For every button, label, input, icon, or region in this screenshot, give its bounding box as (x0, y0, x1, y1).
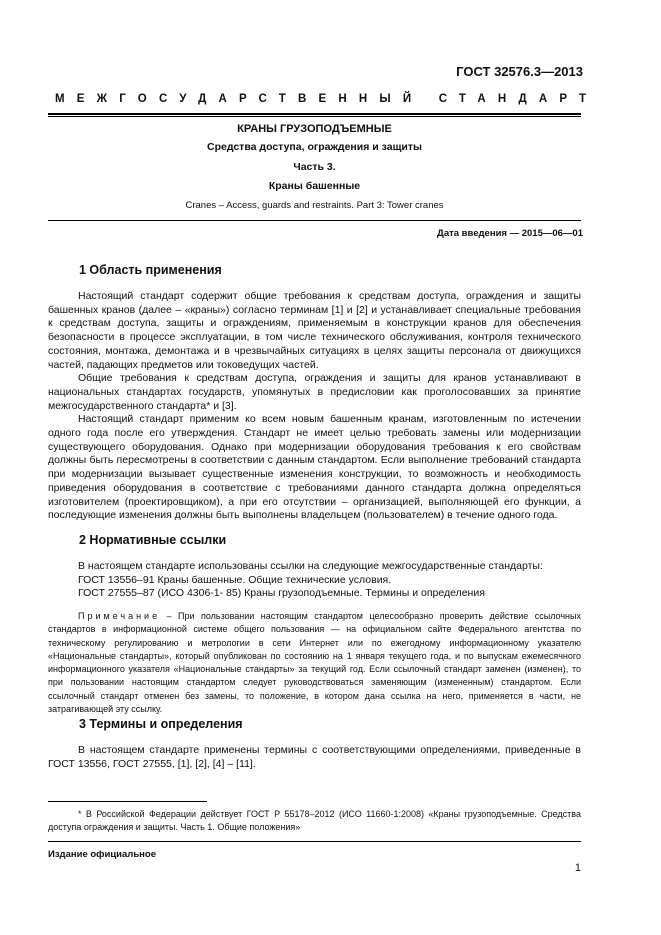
footnote-text: * В Российской Федерации действует ГОСТ Р 55178–2012 (ИСО 11660-1:2008) «Краны грузоподъемные. Средства доступа ограждения и защиты. Часть 1. Общие положения» (48, 809, 581, 833)
page-number: 1 (574, 862, 581, 874)
title-part: Часть 3. (293, 161, 336, 173)
title-english: Cranes – Access, guards and restraints. Part 3: Tower cranes (185, 200, 444, 211)
footnote-rule (48, 801, 207, 802)
footnote (48, 808, 581, 835)
title-rule (48, 220, 581, 221)
section-terms-body (48, 744, 581, 771)
section-references-body (48, 560, 581, 601)
paragraph: Настоящий стандарт применим ко всем новым башенным кранам, изготовленным по истечении одного года после его утверждения. Стандарт не имеет целью требовать замены или модернизации существующего оборудования. Однако при модернизации оборудования требования к его свойствам должны быть пересмотрены в соответствии с данным стандартом. Если выполнение требований стандарта при модернизации вызывает существенные изменения конструкции, то возможность и необходимость приведения оборудования в соответствие с требованиями данного стандарта должна определяться изготовителем (проектировщиком), а при его отсутствии – организацией, выполняющей его функции, а последующие изменения должны быть выполнены владельцем (пользователем) в течение одного года. (48, 413, 581, 522)
section-scope-body (48, 290, 581, 523)
title-subtitle: Средства доступа, ограждения и защиты (206, 141, 422, 153)
interstate-standard-banner: МЕЖГОСУДАРСТВЕННЫЙ СТАНДАРТ (55, 93, 599, 105)
section-heading-scope: 1 Область применения (79, 263, 222, 277)
document-number: ГОСТ 32576.3—2013 (456, 64, 583, 79)
reference-item: ГОСТ 27555–87 (ИСО 4306-1- 85) Краны грузоподъемные. Термины и определения (78, 587, 485, 600)
header-rule-thick (48, 113, 581, 115)
paragraph: Общие требования к средствам доступа, ограждения и защиты для кранов устанавливают в национальных стандартах государств, упомянутых в предисловии как проголосовавших за принятие межгосударственного стандарта* и [3]. (48, 372, 581, 412)
references-note (48, 610, 581, 716)
paragraph: В настоящем стандарте использованы ссылки на следующие межгосударственные стандарты: (78, 560, 543, 572)
introduction-date: Дата введения — 2015—06—01 (437, 228, 583, 239)
section-heading-references: 2 Нормативные ссылки (79, 533, 227, 547)
note-text: – При пользовании настоящим стандартом целесообразно проверить действие ссылочных стандартов в информационной системе общего пользования — на официальном сайте Федерального агентства по техническому регулированию и метрологии в сети Интернет или по ежегодному информационному указателю «Национальные стандарты», который опубликован по состоянию на 1 января текущего года, и по выпускам ежемесячного информационного указателя «Национальные стандарты» за текущий год. Если ссылочный стандарт заменен (изменен), то при пользовании настоящим стандартом следует руководствоваться заменяющим (измененным) стандартом. Если ссылочный стандарт отменен без замены, то положение, в котором дана ссылка на него, применяется в части, не затрагивающей эту ссылку. (48, 611, 581, 715)
title-main: КРАНЫ ГРУЗОПОДЪЕМНЫЕ (237, 123, 392, 135)
title-part-name: Краны башенные (268, 180, 361, 192)
footer-rule (48, 841, 581, 842)
paragraph: Настоящий стандарт содержит общие требования к средствам доступа, ограждения и защиты башенных кранов (далее – «краны») согласно терминам [1] и [2] и устанавливает специальные требования к средствам доступа, защиты и ограждениям, применяемым в конструкции кранов для обеспечения безопасности в процессе эксплуатации, в том числе технического обслуживания, контроля технического состояния, монтажа, демонтажа и в чрезвычайных ситуациях в целях защиты персонала от движущихся частей, падающих предметов или токоведущих частей. (48, 290, 581, 371)
header-rule-thin (48, 116, 581, 117)
edition-label: Издание официальное (48, 849, 156, 860)
paragraph: В настоящем стандарте применены термины с соответствующими определениями, приведенные в ГОСТ 13556, ГОСТ 27555, [1], [2], [4] – [11]. (48, 744, 581, 770)
reference-item: ГОСТ 13556–91 Краны башенные. Общие технические условия. (78, 573, 392, 586)
note-label: Примечание (78, 611, 161, 621)
section-heading-terms: 3 Термины и определения (79, 717, 243, 731)
